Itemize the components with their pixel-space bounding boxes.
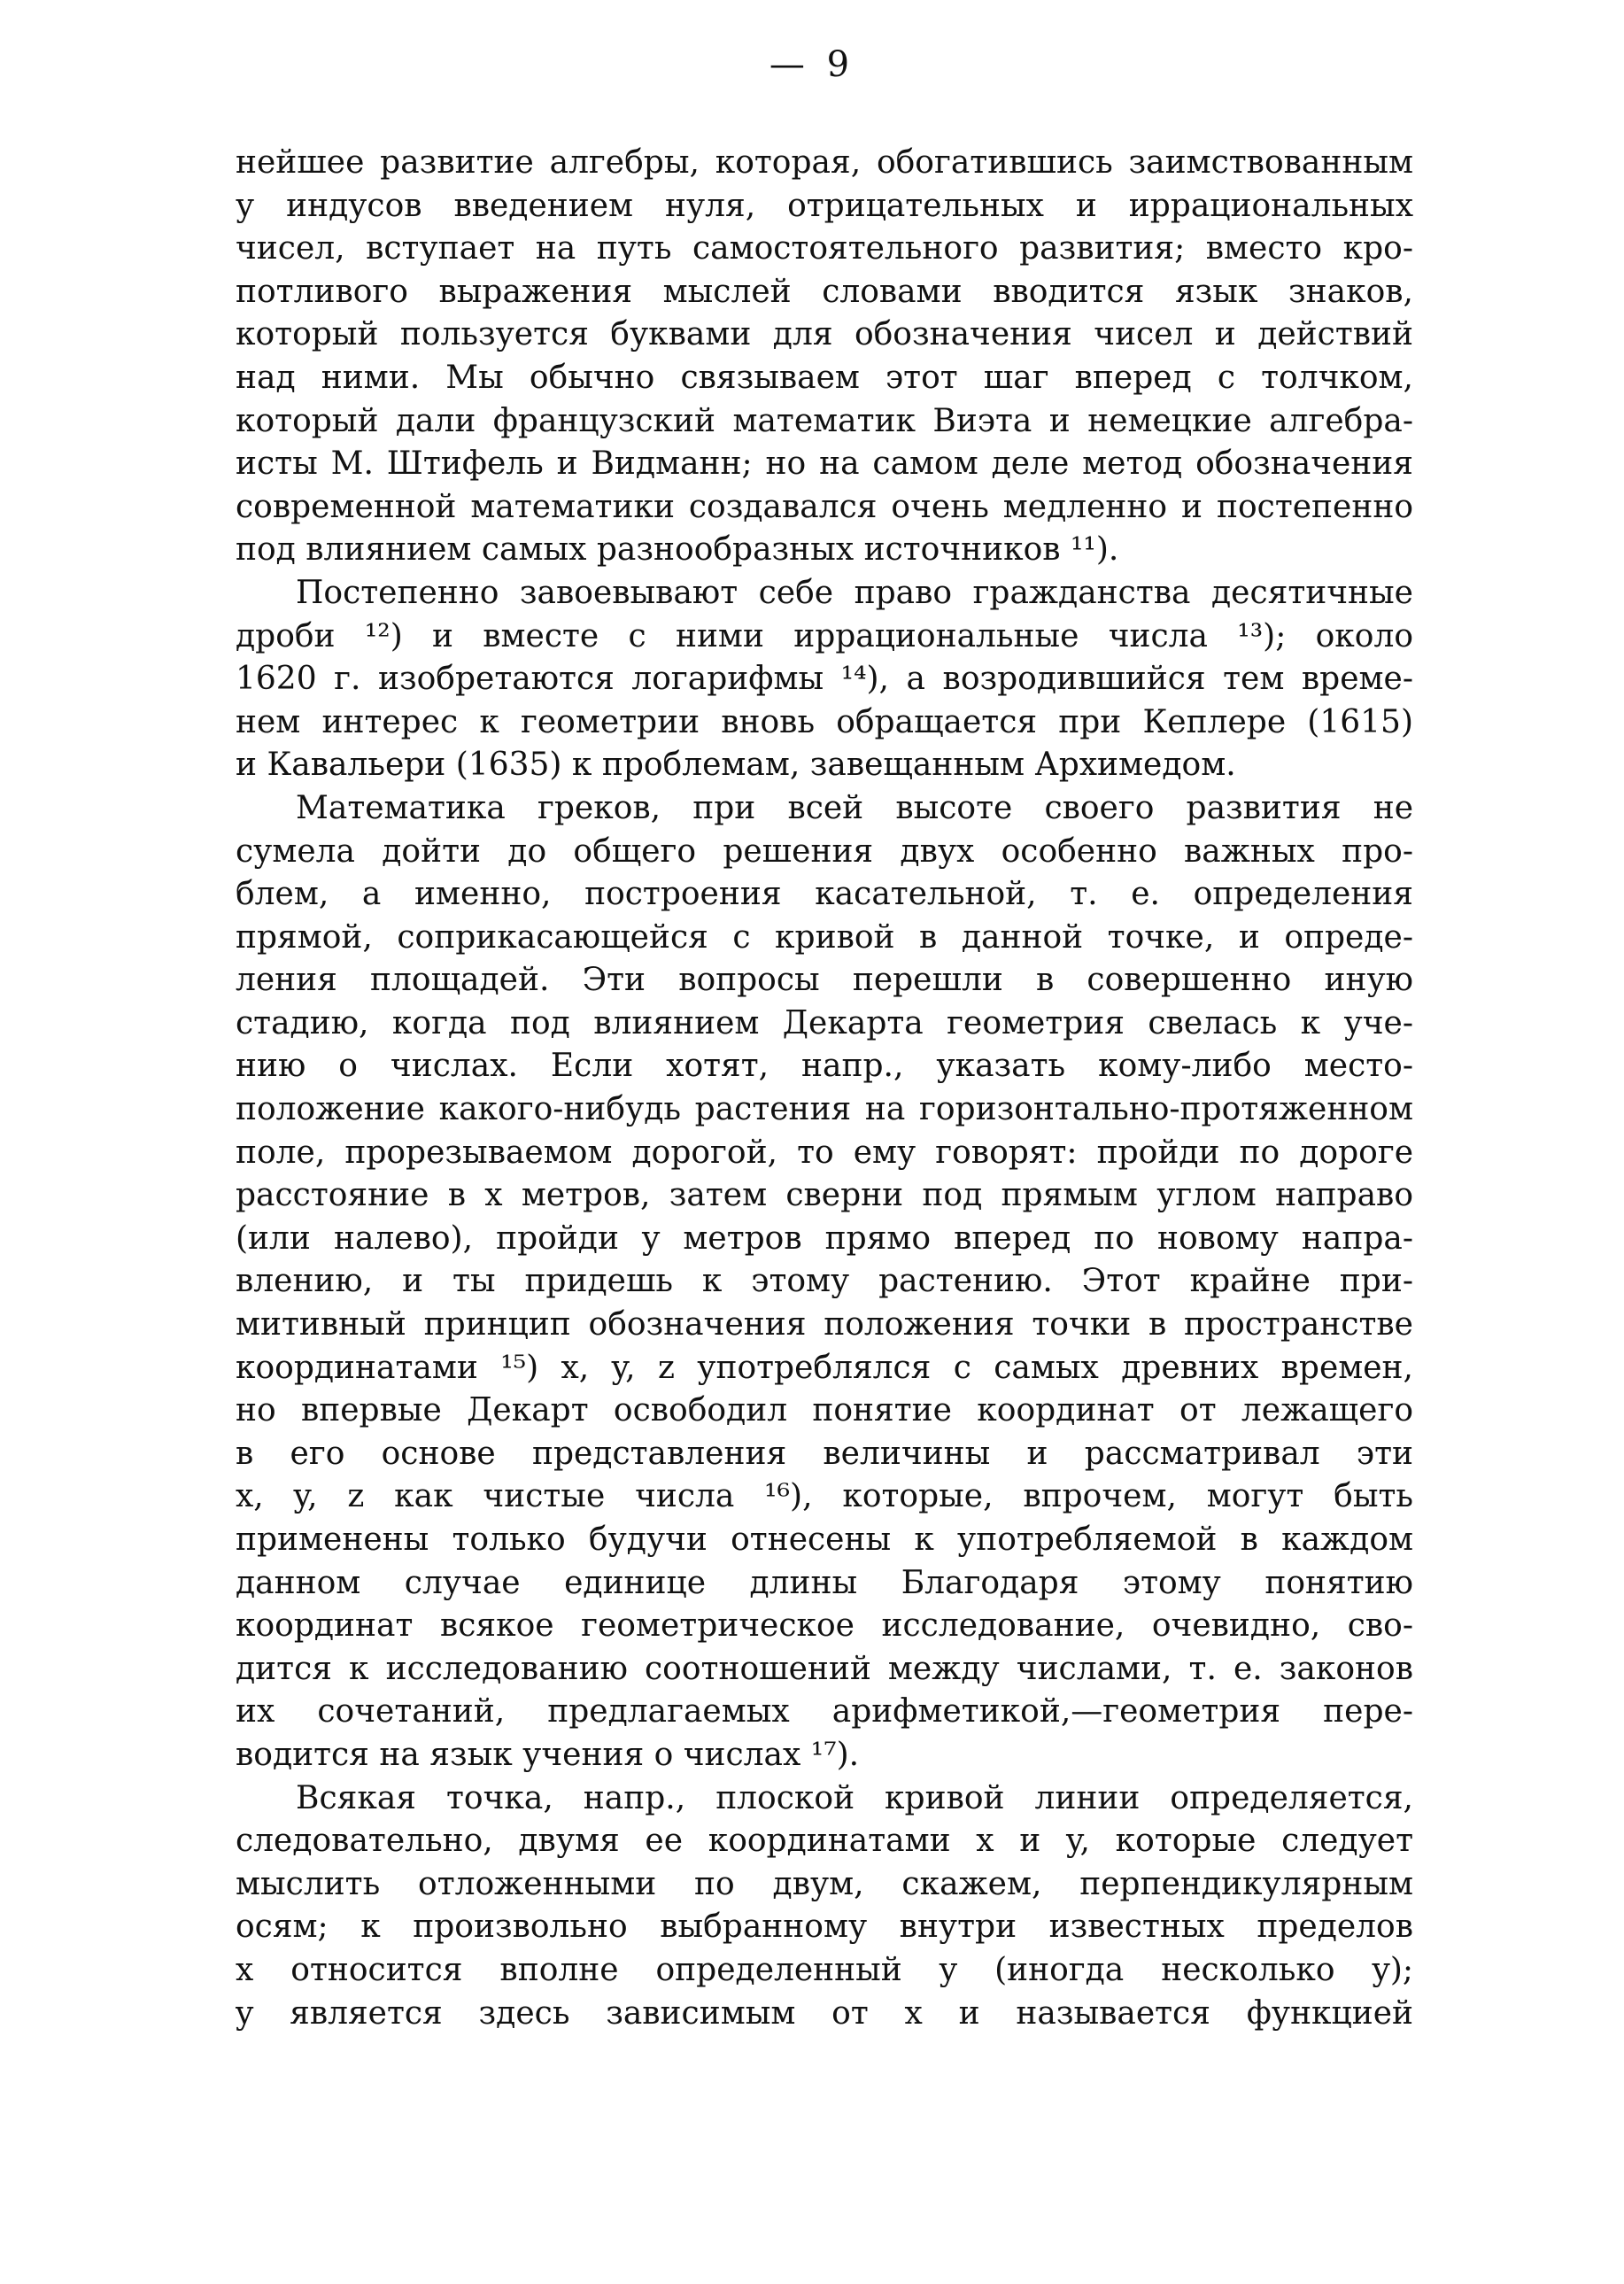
text-line: водится на язык учения о числах ¹⁷). (236, 1736, 860, 1773)
text-line: мыслить отложенными по двум, скажем, перпендикулярным (236, 1865, 1413, 1902)
text-line: координатами ¹⁵) x, y, z употреблялся с самых древних времен, (236, 1349, 1413, 1386)
text-line: положение какого-нибудь растения на горизонтально-протяженном (236, 1091, 1413, 1128)
text-line: сумела дойти до общего решения двух особенно важных про- (236, 832, 1413, 870)
text-line: стадию, когда под влиянием Декарта геометрия свелась к уче- (236, 1004, 1413, 1041)
text-line: Постепенно завоевывают себе право гражданства десятичные (296, 574, 1413, 611)
text-line: нейшее развитие алгебры, которая, обогатившись заимствованным (236, 144, 1413, 181)
text-line: дится к исследованию соотношений между числами, т. е. законов (236, 1650, 1413, 1687)
text-line: (или налево), пройди y метров прямо вперед по новому напра- (236, 1219, 1413, 1257)
text-line: поле, прорезываемом дорогой, то ему говорят: пройди по дороге (236, 1134, 1413, 1171)
text-line: потливого выражения мыслей словами вводится язык знаков, (236, 273, 1413, 310)
text-line: применены только будучи отнесены к употребляемой в каждом (236, 1521, 1413, 1558)
text-line: современной математики создавался очень медленно и постепенно (236, 488, 1413, 525)
text-line: Математика греков, при всей высоте своего развития не (296, 789, 1413, 826)
text-line: нию о числах. Если хотят, напр., указать кому-либо место- (236, 1048, 1413, 1085)
text-line: но впервые Декарт освободил понятие координат от лежащего (236, 1392, 1413, 1429)
text-line: 1620 г. изобретаются логарифмы ¹⁴), а возродившийся тем време- (236, 661, 1413, 698)
text-line: блем, а именно, построения касательной, т. е. определения (236, 876, 1413, 913)
text-line: следовательно, двумя ее координатами x и y, которые следует (236, 1823, 1413, 1860)
text-line: у индусов введением нуля, отрицательных и иррациональных (236, 187, 1413, 224)
page-number: — 9 (769, 44, 855, 85)
text-line: Всякая точка, напр., плоской кривой линии определяется, (296, 1779, 1413, 1816)
text-line: митивный принцип обозначения положения точки в пространстве (236, 1306, 1413, 1343)
text-line: над ними. Мы обычно связываем этот шаг вперед с толчком, (236, 359, 1413, 396)
text-line: чисел, вступает на путь самостоятельного развития; вместо кро- (236, 230, 1413, 267)
text-line: который дали французский математик Виэта и немецкие алгебра- (236, 402, 1413, 439)
text-line: их сочетаний, предлагаемых арифметикой,—геометрия пере- (236, 1693, 1413, 1730)
body-text (236, 142, 1413, 2035)
text-line: данном случае единице длины Благодаря этому понятию (236, 1564, 1413, 1601)
text-line: нем интерес к геометрии вновь обращается при Кеплере (1615) (236, 703, 1413, 740)
text-line: прямой, соприкасающейся с кривой в данной точке, и опреде- (236, 918, 1413, 956)
text-line: ления площадей. Эти вопросы перешли в совершенно иную (236, 962, 1413, 999)
text-line: под влиянием самых разнообразных источников ¹¹). (236, 531, 1119, 569)
text-line: x, y, z как чистые числа ¹⁶), которые, впрочем, могут быть (236, 1478, 1413, 1515)
text-line: координат всякое геометрическое исследование, очевидно, сво- (236, 1607, 1413, 1645)
text-line: расстояние в x метров, затем сверни под прямым углом направо (236, 1177, 1413, 1214)
text-line: y является здесь зависимым от x и называется функцией (236, 1994, 1413, 2032)
text-line: исты М. Штифель и Видманн; но на самом деле метод обозначения (236, 445, 1413, 483)
text-line: который пользуется буквами для обозначения чисел и действий (236, 316, 1413, 353)
text-line: и Кавальери (1635) к проблемам, завещанным Архимедом. (236, 747, 1236, 784)
text-line: x относится вполне определенный y (иногда несколько y); (236, 1951, 1413, 1988)
text-line: дроби ¹²) и вместе с ними иррациональные числа ¹³); около (236, 617, 1413, 654)
text-line: в его основе представления величины и рассматривал эти (236, 1435, 1413, 1472)
text-line: осям; к произвольно выбранному внутри известных пределов (236, 1908, 1413, 1946)
text-line: влению, и ты придешь к этому растению. Этот крайне при- (236, 1263, 1413, 1300)
